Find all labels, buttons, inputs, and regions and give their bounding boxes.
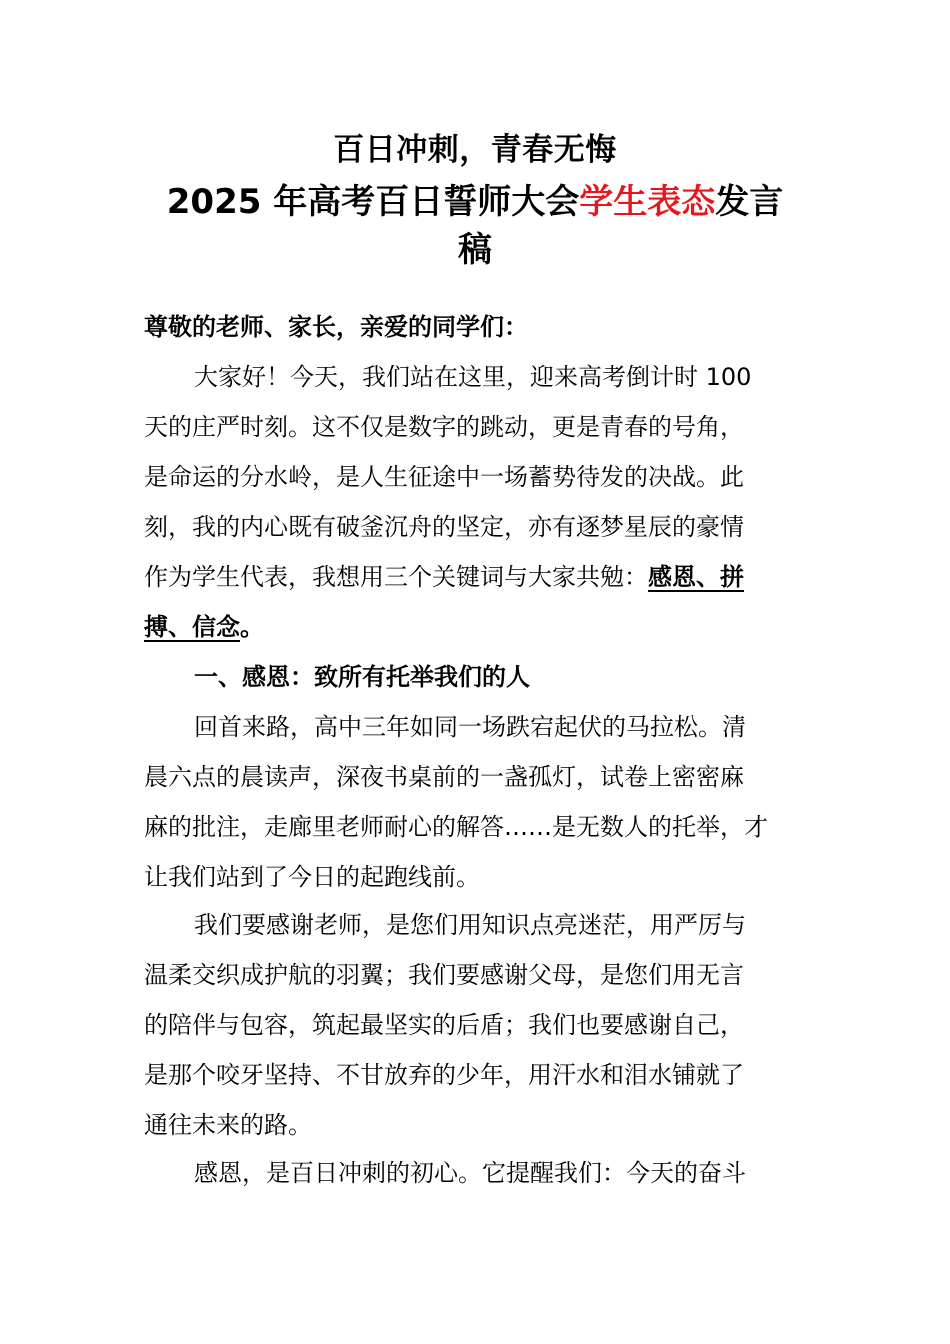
s1p1-line-2: 晨六点的晨读声，深夜书桌前的一盏孤灯，试卷上密密麻 bbox=[144, 763, 744, 791]
intro-line-2: 天的庄严时刻。这不仅是数字的跳动，更是青春的号角， bbox=[144, 413, 744, 441]
s1p2-line-3: 的陪伴与包容，筑起最坚实的后盾；我们也要感谢自己， bbox=[144, 1011, 744, 1039]
intro-line-6 bbox=[144, 602, 810, 652]
intro-line-5-text: 作为学生代表，我想用三个关键词与大家共勉： bbox=[144, 563, 648, 591]
title-line-3: 稿 bbox=[458, 230, 492, 270]
s1p1-line-3: 麻的批注，走廊里老师耐心的解答……是无数人的托举，才 bbox=[144, 813, 768, 841]
s1p1-line-1: 回首来路，高中三年如同一场跌宕起伏的马拉松。清 bbox=[194, 713, 746, 741]
title-line-1: 百日冲刺，青春无悔 bbox=[333, 132, 617, 168]
s1p2-line-1: 我们要感谢老师，是您们用知识点亮迷茫，用严厉与 bbox=[194, 911, 746, 939]
keywords-part-1: 感恩、拼 bbox=[648, 563, 744, 591]
keywords-part-2: 搏、信念 bbox=[144, 613, 240, 641]
s1p2-line-5: 通往未来的路。 bbox=[144, 1111, 312, 1139]
section-1-heading-text: 一、感恩：致所有托举我们的人 bbox=[194, 663, 530, 691]
intro-line-1: 大家好！今天，我们站在这里，迎来高考倒计时 100 bbox=[194, 363, 752, 391]
section-1-paragraph-2 bbox=[144, 900, 810, 1150]
title-part-1: 2025 年高考百日誓师大会 bbox=[166, 182, 580, 222]
intro-line-4: 刻，我的内心既有破釜沉舟的坚定，亦有逐梦星辰的豪情 bbox=[144, 513, 744, 541]
keywords-end: 。 bbox=[240, 613, 264, 641]
greeting bbox=[144, 302, 810, 352]
s1p1-line-4: 让我们站到了今日的起跑线前。 bbox=[144, 863, 480, 891]
intro-line-3: 是命运的分水岭，是人生征途中一场蓄势待发的决战。此 bbox=[144, 463, 744, 491]
section-1-paragraph-1 bbox=[144, 702, 810, 902]
greeting-text: 尊敬的老师、家长，亲爱的同学们： bbox=[144, 313, 528, 341]
s1p2-line-4: 是那个咬牙坚持、不甘放弃的少年，用汗水和泪水铺就了 bbox=[144, 1061, 744, 1089]
section-1-heading bbox=[144, 652, 810, 702]
s1p3-line-1: 感恩，是百日冲刺的初心。它提醒我们：今天的奋斗 bbox=[194, 1159, 746, 1187]
section-1-paragraph-3 bbox=[144, 1148, 810, 1198]
title-part-2: 发言 bbox=[715, 182, 784, 222]
intro-paragraph bbox=[144, 352, 810, 652]
document-title bbox=[130, 128, 820, 274]
title-line-2 bbox=[130, 178, 820, 226]
intro-line-5 bbox=[144, 552, 810, 602]
title-highlight: 学生表态 bbox=[579, 182, 716, 222]
s1p2-line-2: 温柔交织成护航的羽翼；我们要感谢父母，是您们用无言 bbox=[144, 961, 744, 989]
